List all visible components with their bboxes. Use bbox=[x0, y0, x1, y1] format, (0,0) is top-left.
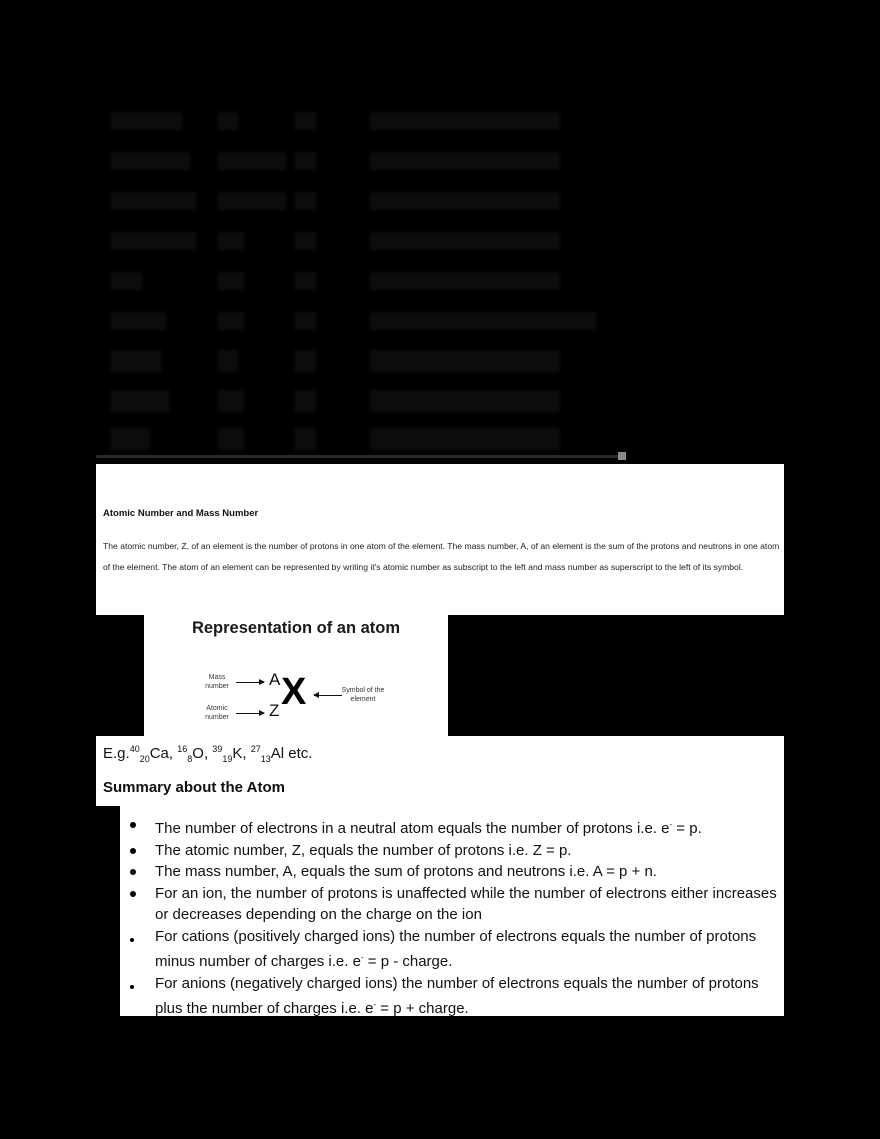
element-symbol: X bbox=[281, 671, 307, 713]
bullet-icon bbox=[130, 891, 136, 897]
section-heading: Atomic Number and Mass Number bbox=[103, 508, 259, 519]
summary-list-section bbox=[120, 806, 784, 1016]
bullet-icon bbox=[130, 848, 136, 854]
bullet-icon bbox=[130, 938, 134, 942]
atom-representation-diagram bbox=[144, 615, 448, 736]
examples-line: E.g.$^{40}_{20}$Ca, $^{16}_8$O, $^{39}_{19}$K, $^{27}_{13}$Al etc. bbox=[103, 744, 313, 764]
examples-section bbox=[96, 736, 784, 806]
diagram-title: Representation of an atom bbox=[191, 619, 401, 637]
bullet-icon bbox=[130, 822, 136, 828]
mass-symbol: A bbox=[269, 670, 281, 689]
list-item: For cations (positively charged ions) the number of electrons equals the number of protons minus number of charges i.e. e- = p - charge. bbox=[120, 926, 784, 973]
list-item: For anions (negatively charged ions) the number of electrons equals the number of protons plus the number of charges i.e. e- = p + charge. bbox=[120, 973, 784, 1020]
mass-number-label: Mass number bbox=[205, 674, 229, 690]
list-item: The mass number, A, equals the sum of protons and neutrons i.e. A = p + n. bbox=[120, 861, 784, 883]
bullet-icon bbox=[130, 985, 134, 989]
table-bottom-rule bbox=[96, 455, 624, 458]
arrow-right-icon bbox=[236, 713, 264, 714]
symbol-label: Symbol of the element bbox=[341, 687, 385, 703]
list-item: The number of electrons in a neutral atom equals the number of protons i.e. e- = p. bbox=[120, 814, 784, 840]
bullet-icon bbox=[130, 869, 136, 875]
atomic-number-label: Atomic number bbox=[205, 705, 229, 721]
section-paragraph: The atomic number, Z, of an element is the number of protons in one atom of the element. The mass number, A, of an element is the sum of the protons and neutrons in one atom of the element. The atom of an element can be represented by writing it's atomic number as subscript to the left and mass number as superscript to the left of its symbol. bbox=[103, 541, 780, 572]
atomic-number-section bbox=[96, 464, 784, 615]
arrow-left-icon bbox=[314, 695, 342, 696]
summary-list bbox=[120, 814, 784, 1020]
list-item: For an ion, the number of protons is unaffected while the number of electrons either increases or decreases depending on the charge on the ion bbox=[120, 883, 784, 926]
list-item: The atomic number, Z, equals the number of protons i.e. Z = p. bbox=[120, 840, 784, 862]
table-rule-marker bbox=[618, 452, 626, 460]
atomic-symbol: Z bbox=[269, 701, 280, 720]
summary-heading: Summary about the Atom bbox=[103, 779, 285, 796]
redacted-table bbox=[96, 90, 636, 460]
arrow-right-icon bbox=[236, 682, 264, 683]
